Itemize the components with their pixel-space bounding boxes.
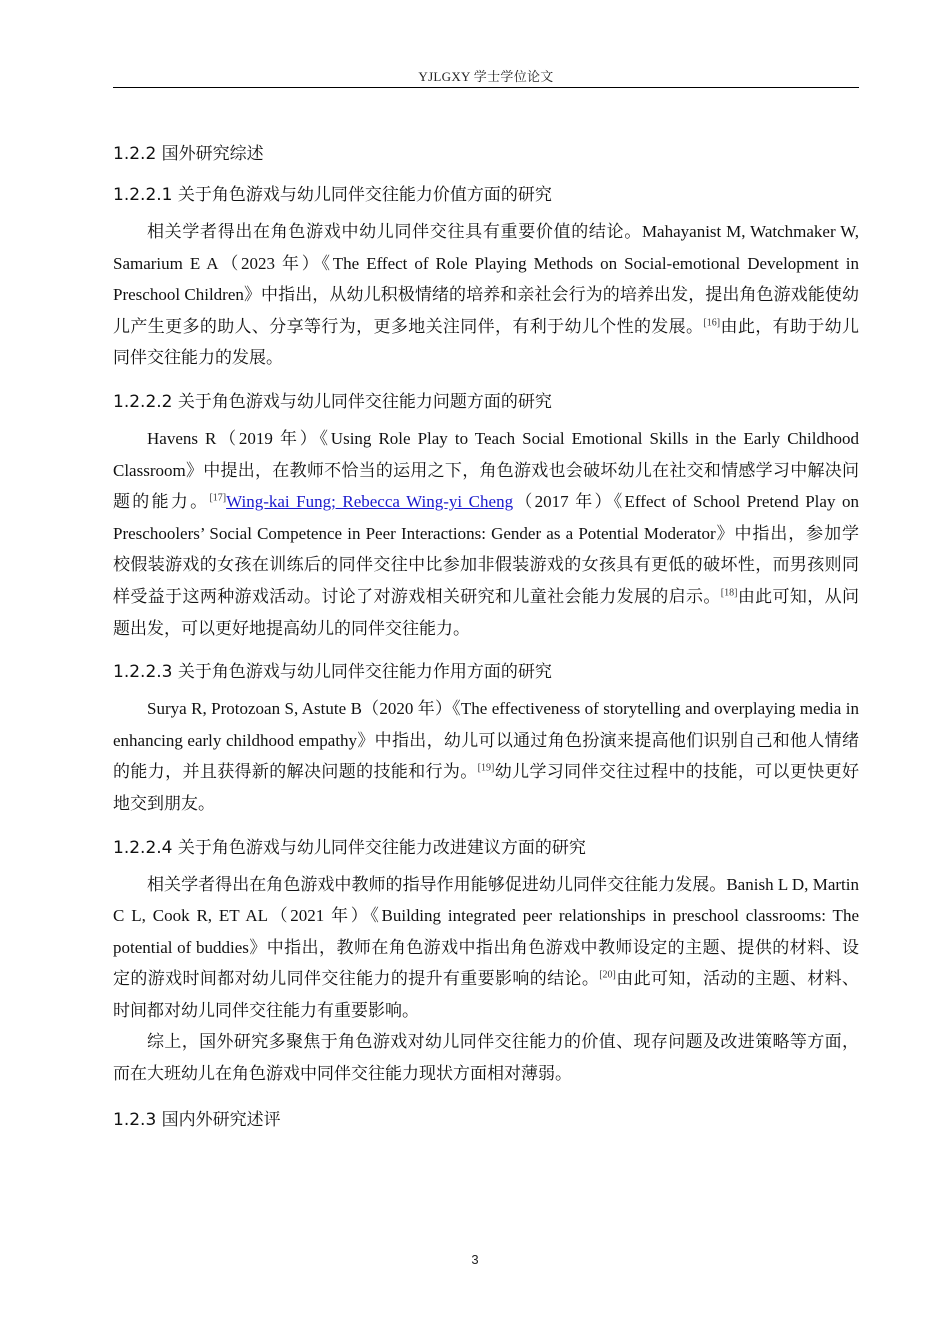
citation-17[interactable]: [17] — [209, 492, 227, 504]
page-number: 3 — [471, 1252, 479, 1267]
paragraph-improvement-research: 相关学者得出在角色游戏中教师的指导作用能够促进幼儿同伴交往能力发展。Banish L D, Martin C L, Cook R, ET AL（2021 年）《Building integrated peer relationships in preschool classrooms: The potential of buddies》中指出，教师在角色游戏中指出角色游戏中教师设定的主题、提供的材料、设定的游戏时间都对幼儿同伴交往能力的提升有重要影响的结论。[20]由此可知，活动的主题、材料、时间都对幼儿同伴交往能力有重要影响。 — [113, 874, 859, 1020]
paragraph-summary: 综上，国外研究多聚焦于角色游戏对幼儿同伴交往能力的价值、现存问题及改进策略等方面，而在大班幼儿在角色游戏中同伴交往能力现状方面相对薄弱。 — [113, 1032, 859, 1084]
document-body — [113, 140, 859, 1141]
paragraph-problem-research: Havens R（2019 年）《Using Role Play to Teach Social Emotional Skills in the Early Childhood Classroom》中提出，在教师不恰当的运用之下，角色游戏也会破坏幼儿在社交和情感学习中解决问题的能力。[17]Wing-kai Fung; Rebecca Wing-yi Cheng（2017 年）《Effect of School Pretend Play on Preschoolers’ Social Competence in Peer Interactions: Gender as a Potential Moderator》中指出，参加学校假装游戏的女孩在训练后的同伴交往中比参加非假装游戏的女孩具有更低的破坏性，而男孩则同样受益于这两种游戏活动。讨论了对游戏相关研究和儿童社会能力发展的启示。[18]由此可知，从问题出发，可以更好地提高幼儿的同伴交往能力。 — [113, 428, 860, 638]
author-link[interactable]: Wing-kai Fung; Rebecca Wing-yi Cheng — [226, 492, 514, 512]
citation-19[interactable]: [19] — [477, 762, 495, 774]
section-heading: 1.2.2 国外研究综述 — [113, 144, 264, 164]
citation-20[interactable]: [20] — [599, 969, 616, 981]
citation-16[interactable]: [16] — [703, 317, 721, 329]
header-rule — [113, 87, 859, 88]
paragraph-effect-research: Surya R, Protozoan S, Astute B（2020 年）《The effectiveness of storytelling and overplaying media in enhancing early childhood empathy》中指出，幼儿可以通过角色扮演来提高他们识别自己和他人情绪的能力，并且获得新的解决问题的技能和行为。[19]幼儿学习同伴交往过程中的技能，可以更快更好地交到朋友。 — [113, 699, 860, 813]
page-header: YJLGXY 学士学位论文 — [418, 69, 554, 84]
subsection-heading-4: 1.2.2.4 关于角色游戏与幼儿同伴交往能力改进建议方面的研究 — [113, 837, 586, 858]
citation-18[interactable]: [18] — [720, 587, 738, 599]
subsection-heading-1: 1.2.2.1 关于角色游戏与幼儿同伴交往能力价值方面的研究 — [113, 185, 552, 205]
paragraph-value-research: 相关学者得出在角色游戏中幼儿同伴交往具有重要价值的结论。Mahayanist M, Watchmaker W, Samarium E A（2023 年）《The Effect of Role Playing Methods on Social-emotional Development in Preschool Children》中指出，从幼儿积极情绪的培养和亲社会行为的培养出发，提出角色游戏能使幼儿产生更多的助人、分享等行为，更多地关注同伴，有利于幼儿个性的发展。[16]由此，有助于幼儿同伴交往能力的发展。 — [113, 222, 860, 368]
next-section-heading: 1.2.3 国内外研究述评 — [113, 1109, 281, 1130]
subsection-heading-3: 1.2.2.3 关于角色游戏与幼儿同伴交往能力作用方面的研究 — [113, 662, 552, 683]
subsection-heading-2: 1.2.2.2 关于角色游戏与幼儿同伴交往能力问题方面的研究 — [113, 391, 552, 412]
